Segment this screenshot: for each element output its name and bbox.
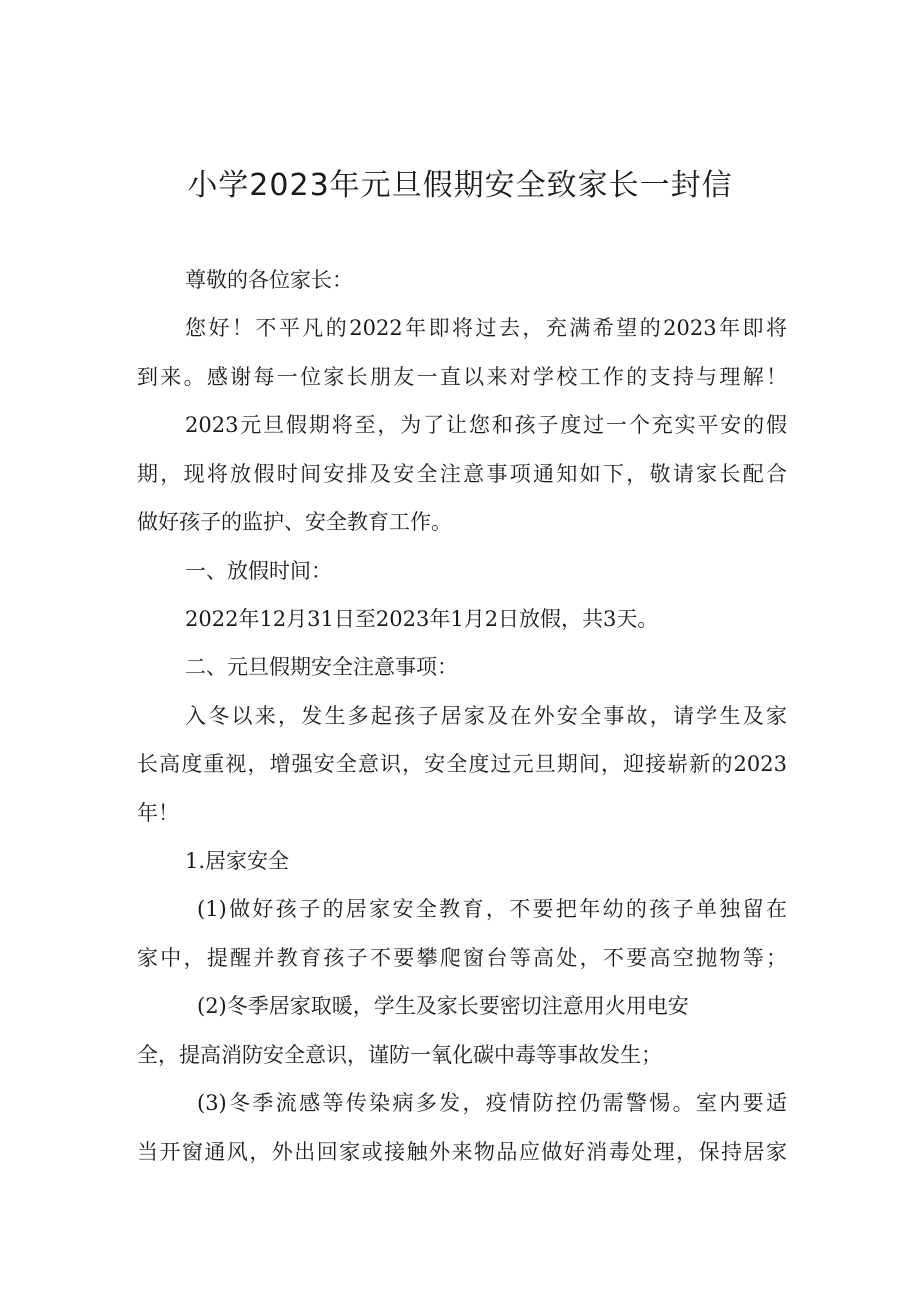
section-heading: 二、元旦假期安全注意事项：	[185, 655, 458, 679]
paragraph-line: 2022年12月31日至2023年1月2日放假，共3天。	[185, 607, 659, 631]
paragraph-line: 到来。感谢每一位家长朋友一直以来对学校工作的支持与理解！	[137, 365, 787, 389]
document-title: 小学2023年元旦假期安全致家长一封信	[187, 168, 733, 203]
list-item-line: (3)冬季流感等传染病多发，疫情防控仍需警惕。室内要适	[197, 1091, 787, 1115]
section-heading: 一、放假时间：	[185, 559, 332, 583]
salutation: 尊敬的各位家长：	[185, 268, 353, 292]
list-item-line: (1)做好孩子的居家安全教育，不要把年幼的孩子单独留在	[197, 897, 787, 921]
paragraph-line: 长高度重视，增强安全意识，安全度过元旦期间，迎接崭新的2023	[137, 752, 787, 776]
list-item-line: 全，提高消防安全意识，谨防一氧化碳中毒等事故发生；	[137, 1043, 662, 1067]
paragraph-line: 做好孩子的监护、安全教育工作。	[137, 510, 452, 534]
list-item-line: 当开窗通风，外出回家或接触外来物品应做好消毒处理，保持居家	[137, 1140, 787, 1164]
paragraph-line: 入冬以来，发生多起孩子居家及在外安全事故，请学生及家	[185, 704, 787, 728]
paragraph-line: 期，现将放假时间安排及安全注意事项通知如下，敬请家长配合	[137, 462, 787, 486]
subsection-heading: 1.居家安全	[185, 849, 290, 873]
list-item-line: (2)冬季居家取暖，学生及家长要密切注意用火用电安	[197, 994, 689, 1018]
paragraph-line: 您好！不平凡的2022年即将过去，充满希望的2023年即将	[185, 316, 787, 340]
list-item-line: 家中，提醒并教育孩子不要攀爬窗台等高处，不要高空抛物等；	[137, 946, 787, 970]
paragraph-line: 2023元旦假期将至，为了让您和孩子度过一个充实平安的假	[185, 413, 787, 437]
paragraph-line: 年！	[137, 801, 179, 825]
